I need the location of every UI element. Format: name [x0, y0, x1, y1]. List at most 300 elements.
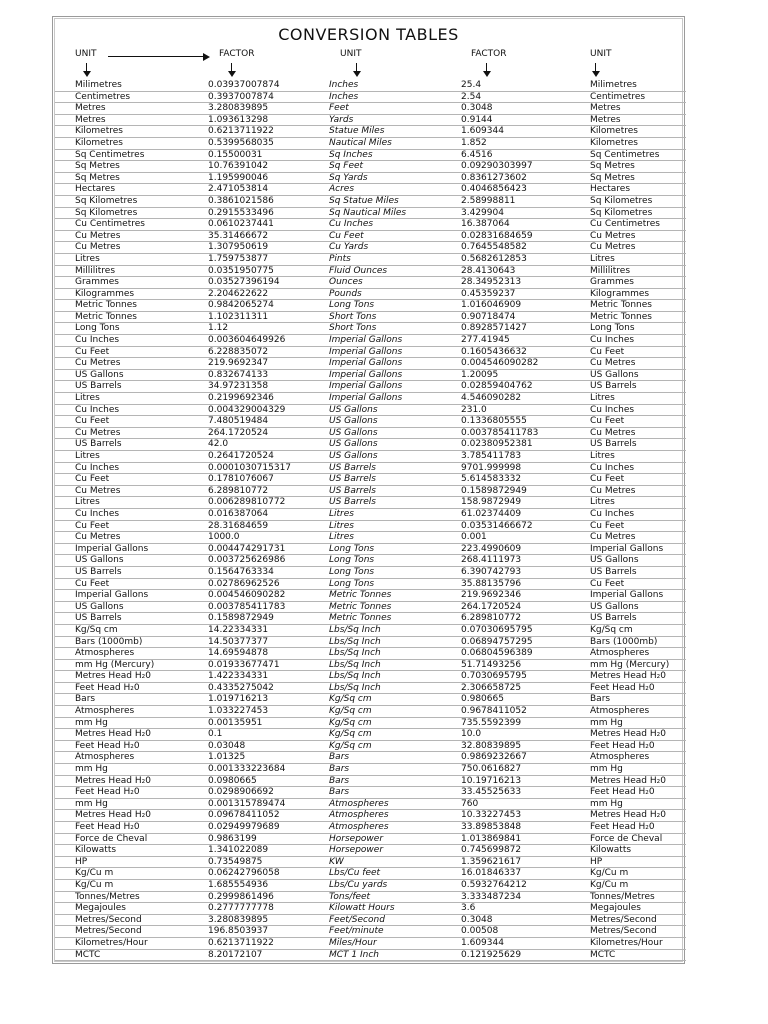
table-row — [55, 451, 686, 463]
from-unit-cell: US Gallons — [75, 601, 124, 612]
table-row — [55, 938, 686, 950]
back-unit-cell: Tonnes/Metres — [590, 891, 655, 902]
table-row — [55, 103, 686, 115]
back-unit-cell: Cu Metres — [590, 532, 636, 543]
to-factor-cell: 0.3861021586 — [208, 195, 274, 206]
back-factor-cell: 1.852 — [461, 137, 487, 148]
from-unit-cell: Cu Metres — [75, 358, 121, 369]
back-factor-cell: 0.004546090282 — [461, 358, 539, 369]
target-unit-cell: KW — [329, 856, 344, 867]
from-unit-cell: US Gallons — [75, 369, 124, 380]
to-factor-cell: 0.03048 — [208, 740, 246, 751]
back-factor-cell: 0.980665 — [461, 694, 504, 705]
from-unit-cell: Cu Metres — [75, 242, 121, 253]
table-row — [55, 845, 686, 857]
back-unit-cell: Bars — [590, 694, 611, 705]
back-unit-cell: Cu Metres — [590, 427, 636, 438]
back-unit-cell: Metric Tonnes — [590, 311, 652, 322]
to-factor-cell: 1.019716213 — [208, 694, 269, 705]
back-factor-cell: 0.06804596389 — [461, 648, 533, 659]
back-factor-cell: 25.4 — [461, 80, 482, 90]
to-factor-cell: 8.20172107 — [208, 949, 263, 960]
back-unit-cell: Feet Head H₂0 — [590, 682, 655, 693]
header-unit-left: UNIT — [75, 49, 97, 59]
target-unit-cell: Bars — [329, 752, 350, 763]
to-factor-cell: 0.1 — [208, 729, 223, 740]
back-factor-cell: 0.7645548582 — [461, 242, 527, 253]
back-unit-cell: Kg/Sq cm — [590, 624, 633, 635]
to-factor-cell: 3.280839895 — [208, 103, 269, 114]
to-factor-cell: 0.003604649926 — [208, 335, 286, 346]
from-unit-cell: Kilometres — [75, 126, 123, 137]
back-factor-cell: 1.609344 — [461, 126, 504, 137]
target-unit-cell: Lbs/Sq Inch — [329, 682, 381, 693]
target-unit-cell: Metric Tonnes — [329, 590, 392, 601]
target-unit-cell: Bars — [329, 764, 350, 775]
back-unit-cell: Sq Metres — [590, 161, 635, 172]
table-row — [55, 857, 686, 869]
back-factor-cell: 0.003785411783 — [461, 427, 539, 438]
table-row — [55, 868, 686, 880]
right-arrow-icon — [203, 53, 210, 61]
back-unit-cell: Kg/Cu m — [590, 879, 629, 890]
from-unit-cell: Litres — [75, 393, 100, 404]
from-unit-cell: Atmospheres — [75, 752, 135, 763]
back-unit-cell: mm Hg — [590, 764, 623, 775]
table-row — [55, 266, 686, 278]
from-unit-cell: US Barrels — [75, 613, 122, 624]
to-factor-cell: 1000.0 — [208, 532, 240, 543]
back-factor-cell: 0.3048 — [461, 103, 493, 114]
from-unit-cell: Litres — [75, 497, 100, 508]
to-factor-cell: 35.31466672 — [208, 230, 269, 241]
back-factor-cell: 10.19716213 — [461, 775, 522, 786]
back-unit-cell: Kilowatts — [590, 845, 632, 856]
to-factor-cell: 3.280839895 — [208, 914, 269, 925]
back-unit-cell: Metric Tonnes — [590, 300, 652, 311]
header-unit-right: UNIT — [590, 49, 612, 59]
to-factor-cell: 1.102311311 — [208, 311, 269, 322]
to-factor-cell: 1.093613298 — [208, 114, 269, 125]
table-row — [55, 208, 686, 220]
back-factor-cell: 0.06894757295 — [461, 636, 533, 647]
target-unit-cell: Sq Yards — [329, 172, 368, 183]
table-row — [55, 463, 686, 475]
from-unit-cell: Cu Inches — [75, 404, 120, 415]
back-factor-cell: 0.3048 — [461, 914, 493, 925]
from-unit-cell: MCTC — [75, 949, 101, 960]
from-unit-cell: US Barrels — [75, 381, 122, 392]
back-factor-cell: 1.609344 — [461, 937, 504, 948]
to-factor-cell: 0.03937007874 — [208, 80, 280, 90]
table-row — [55, 323, 686, 335]
from-unit-cell: mm Hg — [75, 717, 108, 728]
target-unit-cell: Lbs/Sq Inch — [329, 648, 381, 659]
back-factor-cell: 33.45525633 — [461, 787, 522, 798]
back-unit-cell: Cu Metres — [590, 485, 636, 496]
table-row — [55, 486, 686, 498]
back-unit-cell: US Barrels — [590, 439, 637, 450]
target-unit-cell: Sq Nautical Miles — [329, 207, 407, 218]
target-unit-cell: Inches — [329, 91, 359, 102]
to-factor-cell: 1.341022089 — [208, 845, 269, 856]
target-unit-cell: Pounds — [329, 288, 362, 299]
target-unit-cell: Long Tons — [329, 543, 375, 554]
to-factor-cell: 0.4335275042 — [208, 682, 274, 693]
from-unit-cell: Cu Inches — [75, 508, 120, 519]
target-unit-cell: US Barrels — [329, 462, 376, 473]
back-factor-cell: 223.4990609 — [461, 543, 522, 554]
back-factor-cell: 3.6 — [461, 903, 476, 914]
to-factor-cell: 2.471053814 — [208, 184, 269, 195]
target-unit-cell: Inches — [329, 80, 359, 90]
to-factor-cell: 0.006289810772 — [208, 497, 286, 508]
target-unit-cell: Kg/Sq cm — [329, 740, 372, 751]
back-factor-cell: 0.09290303997 — [461, 161, 533, 172]
back-factor-cell: 219.9692346 — [461, 590, 522, 601]
table-row — [55, 555, 686, 567]
header-unit-middle: UNIT — [340, 49, 362, 59]
table-row — [55, 729, 686, 741]
from-unit-cell: US Gallons — [75, 555, 124, 566]
table-row — [55, 358, 686, 370]
table-row — [55, 370, 686, 382]
back-unit-cell: Cu Inches — [590, 404, 635, 415]
header-factor-left: FACTOR — [219, 49, 255, 59]
down-arrow-icon — [591, 63, 601, 77]
to-factor-cell: 0.016387064 — [208, 508, 269, 519]
from-unit-cell: mm Hg — [75, 764, 108, 775]
back-unit-cell: Cu Feet — [590, 520, 625, 531]
table-row — [55, 416, 686, 428]
back-unit-cell: Long Tons — [590, 323, 635, 334]
table-row — [55, 428, 686, 440]
table-row — [55, 683, 686, 695]
table-row — [55, 242, 686, 254]
table-row — [55, 219, 686, 231]
table-row — [55, 509, 686, 521]
to-factor-cell: 264.1720524 — [208, 427, 269, 438]
back-unit-cell: Metres Head H₂0 — [590, 671, 666, 682]
back-factor-cell: 0.4046856423 — [461, 184, 527, 195]
table-row — [55, 289, 686, 301]
from-unit-cell: Litres — [75, 253, 100, 264]
back-factor-cell: 0.9678411052 — [461, 706, 527, 717]
back-unit-cell: Metres — [590, 103, 621, 114]
target-unit-cell: Lbs/Cu feet — [329, 868, 381, 879]
from-unit-cell: Cu Feet — [75, 520, 110, 531]
back-factor-cell: 28.34952313 — [461, 277, 522, 288]
right-arrow-line — [108, 56, 204, 57]
back-unit-cell: Cu Inches — [590, 508, 635, 519]
target-unit-cell: US Barrels — [329, 497, 376, 508]
back-unit-cell: Metres Head H₂0 — [590, 775, 666, 786]
back-unit-cell: Sq Kilometres — [590, 207, 653, 218]
back-unit-cell: mm Hg — [590, 717, 623, 728]
back-unit-cell: US Barrels — [590, 566, 637, 577]
to-factor-cell: 0.5399568035 — [208, 137, 274, 148]
table-row — [55, 173, 686, 185]
back-factor-cell: 735.5592399 — [461, 717, 522, 728]
back-factor-cell: 3.333487234 — [461, 891, 522, 902]
back-unit-cell: Litres — [590, 253, 615, 264]
target-unit-cell: Long Tons — [329, 555, 375, 566]
table-row — [55, 764, 686, 776]
back-factor-cell: 0.90718474 — [461, 311, 516, 322]
target-unit-cell: Atmospheres — [329, 798, 389, 809]
from-unit-cell: Hectares — [75, 184, 116, 195]
back-factor-cell: 0.9869232667 — [461, 752, 527, 763]
back-factor-cell: 3.785411783 — [461, 451, 522, 461]
to-factor-cell: 0.09678411052 — [208, 810, 280, 821]
down-arrow-icon — [227, 63, 237, 77]
target-unit-cell: Kg/Sq cm — [329, 706, 372, 717]
to-factor-cell: 0.00135951 — [208, 717, 263, 728]
table-row — [55, 602, 686, 614]
target-unit-cell: Miles/Hour — [329, 937, 377, 948]
back-factor-cell: 264.1720524 — [461, 601, 522, 612]
target-unit-cell: Tons/feet — [329, 891, 371, 902]
target-unit-cell: US Barrels — [329, 485, 376, 496]
from-unit-cell: Cu Metres — [75, 427, 121, 438]
from-unit-cell: Metric Tonnes — [75, 300, 137, 311]
back-unit-cell: Feet Head H₂0 — [590, 787, 655, 798]
to-factor-cell: 0.0298906692 — [208, 787, 274, 798]
back-factor-cell: 1.20095 — [461, 369, 499, 380]
target-unit-cell: Atmospheres — [329, 810, 389, 821]
target-unit-cell: US Gallons — [329, 439, 378, 450]
back-unit-cell: Atmospheres — [590, 706, 650, 717]
target-unit-cell: Horsepower — [329, 845, 384, 856]
to-factor-cell: 0.3937007874 — [208, 91, 274, 102]
page-title: CONVERSION TABLES — [278, 25, 459, 44]
from-unit-cell: Bars — [75, 694, 96, 705]
back-factor-cell: 32.80839895 — [461, 740, 522, 751]
to-factor-cell: 0.9863199 — [208, 833, 257, 844]
to-factor-cell: 0.003725626986 — [208, 555, 286, 566]
target-unit-cell: Sq Inches — [329, 149, 373, 160]
to-factor-cell: 7.480519484 — [208, 416, 269, 427]
table-row — [55, 567, 686, 579]
table-row — [55, 637, 686, 649]
target-unit-cell: Lbs/Sq Inch — [329, 659, 381, 670]
table-row — [55, 892, 686, 904]
back-unit-cell: Sq Centimetres — [590, 149, 660, 160]
back-factor-cell: 0.8361273602 — [461, 172, 527, 183]
table-row — [55, 347, 686, 359]
back-unit-cell: US Gallons — [590, 601, 639, 612]
from-unit-cell: Cu Feet — [75, 474, 110, 485]
to-factor-cell: 0.004329004329 — [208, 404, 286, 415]
to-factor-cell: 6.228835072 — [208, 346, 269, 357]
from-unit-cell: Imperial Gallons — [75, 543, 149, 554]
from-unit-cell: Cu Inches — [75, 335, 120, 346]
target-unit-cell: Nautical Miles — [329, 137, 392, 148]
back-factor-cell: 3.429904 — [461, 207, 504, 218]
back-factor-cell: 1.013869841 — [461, 833, 522, 844]
table-row — [55, 231, 686, 243]
to-factor-cell: 14.50377377 — [208, 636, 269, 647]
back-unit-cell: Litres — [590, 497, 615, 508]
back-factor-cell: 6.4516 — [461, 149, 493, 160]
to-factor-cell: 0.0980665 — [208, 775, 257, 786]
to-factor-cell: 0.0610237441 — [208, 219, 274, 230]
back-unit-cell: Force de Cheval — [590, 833, 663, 844]
back-factor-cell: 5.614583332 — [461, 474, 522, 485]
target-unit-cell: Fluid Ounces — [329, 265, 388, 276]
to-factor-cell: 0.001333223684 — [208, 764, 286, 775]
table-row — [55, 590, 686, 602]
back-unit-cell: US Gallons — [590, 369, 639, 380]
back-factor-cell: 231.0 — [461, 404, 487, 415]
back-unit-cell: Millilitres — [590, 265, 631, 276]
to-factor-cell: 0.2915533496 — [208, 207, 274, 218]
back-unit-cell: Kg/Cu m — [590, 868, 629, 879]
to-factor-cell: 196.8503937 — [208, 926, 269, 937]
from-unit-cell: Cu Metres — [75, 532, 121, 543]
back-unit-cell: Cu Feet — [590, 474, 625, 485]
table-row — [55, 150, 686, 162]
to-factor-cell: 0.6213711922 — [208, 126, 274, 137]
target-unit-cell: Short Tons — [329, 311, 377, 322]
back-factor-cell: 4.546090282 — [461, 393, 522, 404]
back-unit-cell: Megajoules — [590, 903, 641, 914]
back-factor-cell: 0.9144 — [461, 114, 493, 125]
to-factor-cell: 0.9842065274 — [208, 300, 274, 311]
from-unit-cell: Bars (1000mb) — [75, 636, 143, 647]
table-row — [55, 497, 686, 509]
table-row — [55, 752, 686, 764]
back-unit-cell: Cu Inches — [590, 335, 635, 346]
from-unit-cell: Metres/Second — [75, 926, 142, 937]
from-unit-cell: Feet Head H₂0 — [75, 787, 140, 798]
table-row — [55, 312, 686, 324]
from-unit-cell: Sq Metres — [75, 161, 120, 172]
back-factor-cell: 51.71493256 — [461, 659, 522, 670]
target-unit-cell: Lbs/Cu yards — [329, 879, 388, 890]
table-row — [55, 393, 686, 405]
to-factor-cell: 14.22334331 — [208, 624, 269, 635]
target-unit-cell: Kg/Sq cm — [329, 729, 372, 740]
target-unit-cell: Cu Feet — [329, 230, 364, 241]
down-arrow-icon — [482, 63, 492, 77]
back-unit-cell: US Barrels — [590, 613, 637, 624]
back-factor-cell: 0.1589872949 — [461, 485, 527, 496]
back-factor-cell: 6.390742793 — [461, 566, 522, 577]
to-factor-cell: 0.73549875 — [208, 856, 263, 867]
back-unit-cell: Kilometres — [590, 137, 638, 148]
back-factor-cell: 0.00508 — [461, 926, 499, 937]
table-row — [55, 184, 686, 196]
back-unit-cell: Cu Metres — [590, 358, 636, 369]
to-factor-cell: 0.0351950775 — [208, 265, 274, 276]
from-unit-cell: Cu Centimetres — [75, 219, 145, 230]
table-row — [55, 787, 686, 799]
table-row — [55, 80, 686, 92]
table-row — [55, 903, 686, 915]
to-factor-cell: 0.02786962526 — [208, 578, 280, 589]
table-row — [55, 671, 686, 683]
table-row — [55, 196, 686, 208]
back-unit-cell: Hectares — [590, 184, 631, 195]
back-factor-cell: 0.8928571427 — [461, 323, 527, 334]
back-factor-cell: 0.745699872 — [461, 845, 522, 856]
target-unit-cell: Cu Yards — [329, 242, 369, 253]
table-row — [55, 718, 686, 730]
target-unit-cell: Imperial Gallons — [329, 346, 403, 357]
target-unit-cell: Horsepower — [329, 833, 384, 844]
from-unit-cell: Cu Feet — [75, 416, 110, 427]
back-unit-cell: Imperial Gallons — [590, 543, 664, 554]
to-factor-cell: 0.03527396194 — [208, 277, 280, 288]
from-unit-cell: Force de Cheval — [75, 833, 148, 844]
to-factor-cell: 0.1589872949 — [208, 613, 274, 624]
target-unit-cell: US Gallons — [329, 416, 378, 427]
to-factor-cell: 0.15500031 — [208, 149, 263, 160]
target-unit-cell: Kg/Sq cm — [329, 717, 372, 728]
from-unit-cell: Kilometres/Hour — [75, 937, 148, 948]
target-unit-cell: Lbs/Sq Inch — [329, 636, 381, 647]
back-unit-cell: Grammes — [590, 277, 634, 288]
from-unit-cell: Tonnes/Metres — [75, 891, 140, 902]
target-unit-cell: Ounces — [329, 277, 363, 288]
back-factor-cell: 750.0616827 — [461, 764, 522, 775]
to-factor-cell: 6.289810772 — [208, 485, 269, 496]
from-unit-cell: Imperial Gallons — [75, 590, 149, 601]
table-row — [55, 822, 686, 834]
from-unit-cell: mm Hg (Mercury) — [75, 659, 155, 670]
from-unit-cell: Grammes — [75, 277, 119, 288]
table-row — [55, 741, 686, 753]
from-unit-cell: Metres Head H₂0 — [75, 729, 151, 740]
back-unit-cell: Metres/Second — [590, 914, 657, 925]
table-row — [55, 694, 686, 706]
back-factor-cell: 0.02831684659 — [461, 230, 533, 241]
back-factor-cell: 0.7030695795 — [461, 671, 527, 682]
table-row — [55, 161, 686, 173]
back-unit-cell: US Gallons — [590, 555, 639, 566]
back-factor-cell: 61.02374409 — [461, 508, 522, 519]
target-unit-cell: Kilowatt Hours — [329, 903, 395, 914]
from-unit-cell: Millilitres — [75, 265, 116, 276]
back-unit-cell: Feet Head H₂0 — [590, 822, 655, 832]
back-factor-cell: 2.306658725 — [461, 682, 522, 693]
to-factor-cell: 1.422334331 — [208, 671, 269, 682]
from-unit-cell: Metres Head H₂0 — [75, 775, 151, 786]
to-factor-cell: 42.0 — [208, 439, 229, 450]
back-unit-cell: Kilometres — [590, 126, 638, 137]
back-unit-cell: Cu Metres — [590, 242, 636, 253]
target-unit-cell: US Barrels — [329, 474, 376, 485]
back-factor-cell: 0.5682612853 — [461, 253, 527, 264]
to-factor-cell: 0.02949979689 — [208, 822, 280, 832]
to-factor-cell: 1.033227453 — [208, 706, 269, 717]
target-unit-cell: Bars — [329, 787, 350, 798]
back-unit-cell: Metres — [590, 114, 621, 125]
target-unit-cell: Metric Tonnes — [329, 613, 392, 624]
back-unit-cell: Litres — [590, 393, 615, 404]
to-factor-cell: 0.003785411783 — [208, 601, 286, 612]
table-row — [55, 579, 686, 591]
from-unit-cell: Cu Inches — [75, 462, 120, 473]
target-unit-cell: Bars — [329, 775, 350, 786]
to-factor-cell: 0.2641720524 — [208, 451, 274, 461]
table-row — [55, 544, 686, 556]
back-factor-cell: 2.58998811 — [461, 195, 516, 206]
back-factor-cell: 0.1336805555 — [461, 416, 527, 427]
table-row — [55, 926, 686, 938]
back-unit-cell: Feet Head H₂0 — [590, 740, 655, 751]
